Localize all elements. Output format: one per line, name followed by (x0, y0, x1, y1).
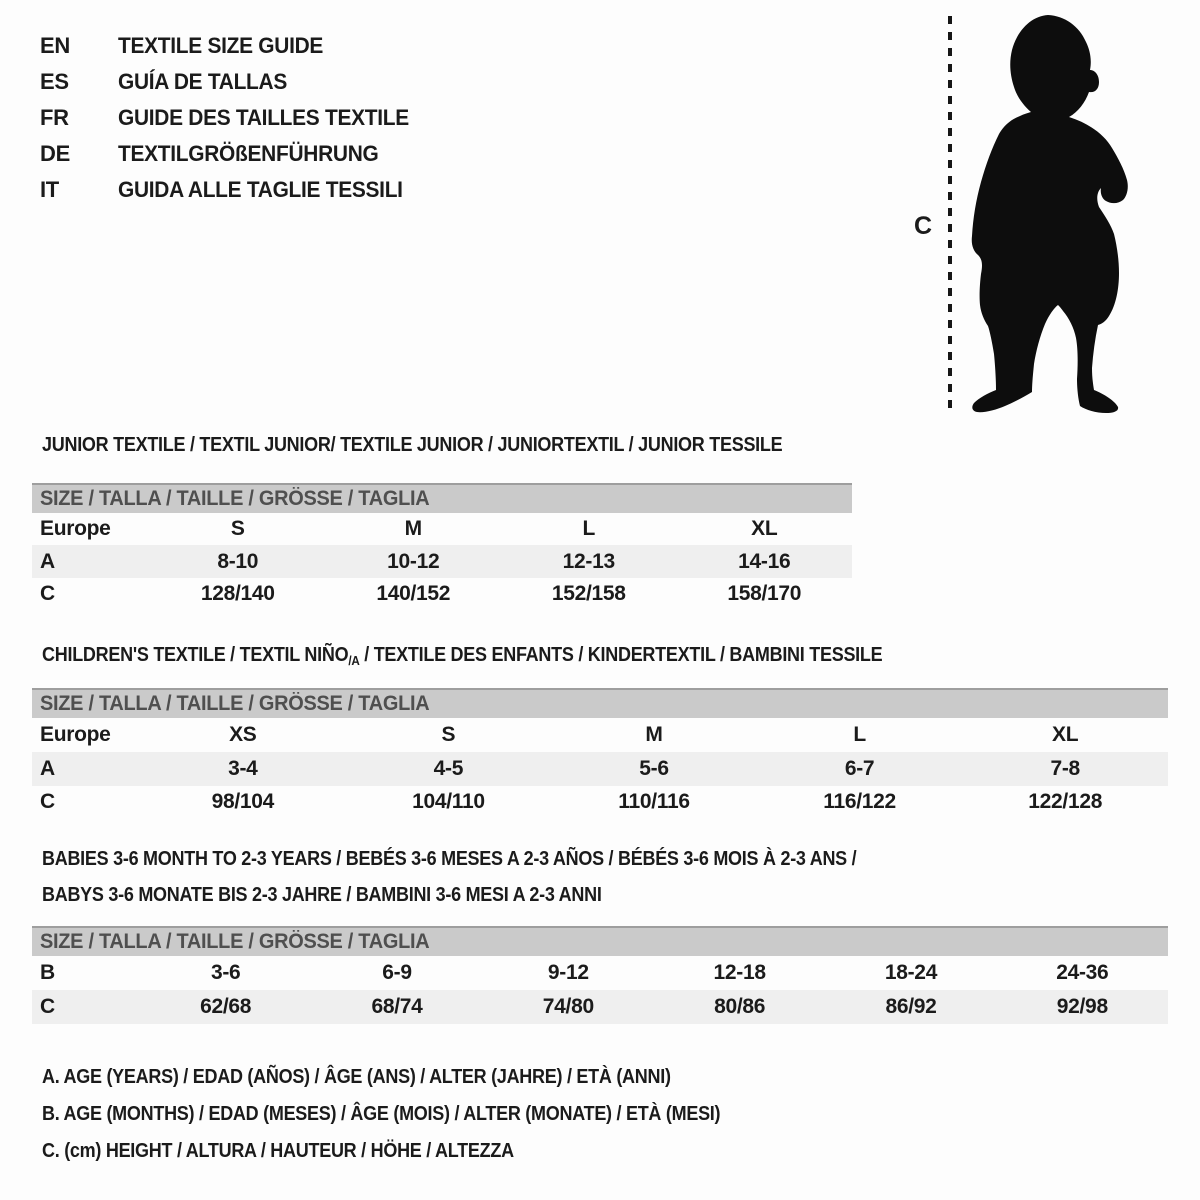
table-row (32, 578, 852, 610)
language-row (40, 100, 424, 136)
table-cell: 8-10 (217, 549, 259, 573)
size-header-label: SIZE / TALLA / TAILLE / GRÖSSE / TAGLIA (40, 487, 430, 510)
language-row (40, 64, 424, 100)
table-cell: 86/92 (885, 995, 937, 1018)
language-code: FR (40, 105, 69, 130)
table-row (32, 718, 1168, 752)
babies-section-title-line1: BABIES 3-6 MONTH TO 2-3 YEARS / BEBÉS 3-6 MESES A 2-3 AÑOS / BÉBÉS 3-6 MOIS À 2-3 ANS / (42, 848, 857, 870)
language-row (40, 136, 424, 172)
table-cell: 10-12 (387, 549, 440, 573)
table-cell: 9-12 (547, 961, 589, 984)
table-row (32, 752, 1168, 786)
language-row (40, 28, 424, 64)
row-label: C (40, 995, 55, 1018)
table-cell: 12-13 (562, 549, 615, 573)
legend-line-a: A. AGE (YEARS) / EDAD (AÑOS) / ÂGE (ANS) / ALTER (JAHRE) / ETÀ (ANNI) (42, 1066, 671, 1088)
height-measure-line (948, 16, 952, 414)
table-cell: 62/68 (200, 995, 252, 1018)
table-cell: 3-4 (228, 757, 258, 780)
row-label: Europe (40, 517, 111, 540)
table-cell: 6-9 (382, 961, 412, 984)
table-row (32, 956, 1168, 990)
babies-section-title-line2: BABYS 3-6 MONATE BIS 2-3 JAHRE / BAMBINI 3-6 MESI A 2-3 ANNI (42, 884, 602, 906)
table-cell: S (441, 723, 456, 746)
table-cell: L (853, 723, 866, 746)
table-cell: 152/158 (551, 582, 626, 605)
row-label: A (40, 549, 55, 573)
table-cell: 92/98 (1056, 995, 1108, 1018)
table-cell: 116/122 (823, 790, 896, 813)
size-header-label: SIZE / TALLA / TAILLE / GRÖSSE / TAGLIA (40, 692, 430, 715)
row-label: A (40, 757, 55, 780)
size-header-label: SIZE / TALLA / TAILLE / GRÖSSE / TAGLIA (40, 930, 430, 953)
children-title-main: CHILDREN'S TEXTILE / TEXTIL NIÑO (42, 644, 349, 666)
table-cell: 110/116 (618, 790, 690, 813)
table-cell: 24-36 (1056, 961, 1109, 984)
table-cell: S (230, 517, 245, 540)
babies-size-table (32, 926, 1168, 1024)
children-title-sub: /A (348, 653, 360, 668)
language-title: TEXTILGRÖßENFÜHRUNG (118, 141, 379, 166)
table-cell: 4-5 (433, 757, 464, 780)
row-label: B (40, 961, 55, 984)
language-code: ES (40, 69, 69, 94)
table-cell: 14-16 (738, 549, 791, 573)
table-cell: 6-7 (844, 757, 875, 780)
language-row (40, 172, 424, 208)
table-cell: L (582, 517, 596, 540)
table-row (32, 545, 852, 578)
table-cell: 7-8 (1050, 757, 1080, 780)
table-row (32, 513, 852, 545)
row-label: Europe (40, 723, 111, 746)
legend-line-c: C. (cm) HEIGHT / ALTURA / HAUTEUR / HÖHE / ALTEZZA (42, 1140, 514, 1162)
legend (42, 1059, 796, 1170)
children-title-rest: / TEXTILE DES ENFANTS / KINDERTEXTIL / BAMBINI TESSILE (359, 644, 883, 666)
table-cell: 80/86 (714, 995, 766, 1018)
table-cell: 122/128 (1028, 790, 1103, 813)
table-cell: 12-18 (713, 961, 766, 984)
table-cell: 5-6 (639, 757, 669, 780)
table-cell: 3-6 (210, 961, 241, 984)
legend-line-b: B. AGE (MONTHS) / EDAD (MESES) / ÂGE (MOIS) / ALTER (MONATE) / ETÀ (MESI) (42, 1103, 721, 1125)
table-cell: 98/104 (211, 790, 275, 813)
language-code: EN (40, 33, 70, 58)
language-title: GUIDE DES TAILLES TEXTILE (118, 105, 409, 130)
table-cell: XS (229, 723, 257, 746)
size-header-bar (32, 483, 852, 513)
language-code: DE (40, 141, 70, 166)
table-cell: 128/140 (200, 582, 275, 605)
table-cell: 68/74 (371, 995, 423, 1018)
table-cell: XL (751, 517, 778, 540)
row-label: C (40, 582, 55, 605)
language-header (40, 28, 424, 208)
language-title: TEXTILE SIZE GUIDE (118, 33, 324, 58)
height-measure-label: C (914, 212, 932, 240)
table-cell: 104/110 (412, 790, 485, 813)
size-header-bar (32, 688, 1168, 718)
size-header-bar (32, 926, 1168, 956)
table-row (32, 990, 1168, 1024)
table-cell: 18-24 (884, 961, 938, 984)
children-section-title (42, 644, 882, 668)
table-cell: 74/80 (542, 995, 594, 1018)
junior-size-table (32, 483, 852, 610)
language-code: IT (40, 177, 59, 202)
junior-section-title: JUNIOR TEXTILE / TEXTIL JUNIOR/ TEXTILE JUNIOR / JUNIORTEXTIL / JUNIOR TESSILE (42, 434, 783, 456)
language-title: GUIDA ALLE TAGLIE TESSILI (118, 177, 403, 202)
language-title: GUÍA DE TALLAS (118, 69, 288, 94)
table-row (32, 786, 1168, 818)
children-size-table (32, 688, 1168, 818)
table-cell: 140/152 (376, 582, 451, 605)
row-label: C (40, 790, 55, 813)
table-cell: M (645, 723, 663, 746)
baby-silhouette-icon (966, 12, 1142, 418)
table-cell: 158/170 (727, 582, 802, 605)
table-cell: M (404, 517, 422, 540)
table-cell: XL (1052, 723, 1079, 746)
